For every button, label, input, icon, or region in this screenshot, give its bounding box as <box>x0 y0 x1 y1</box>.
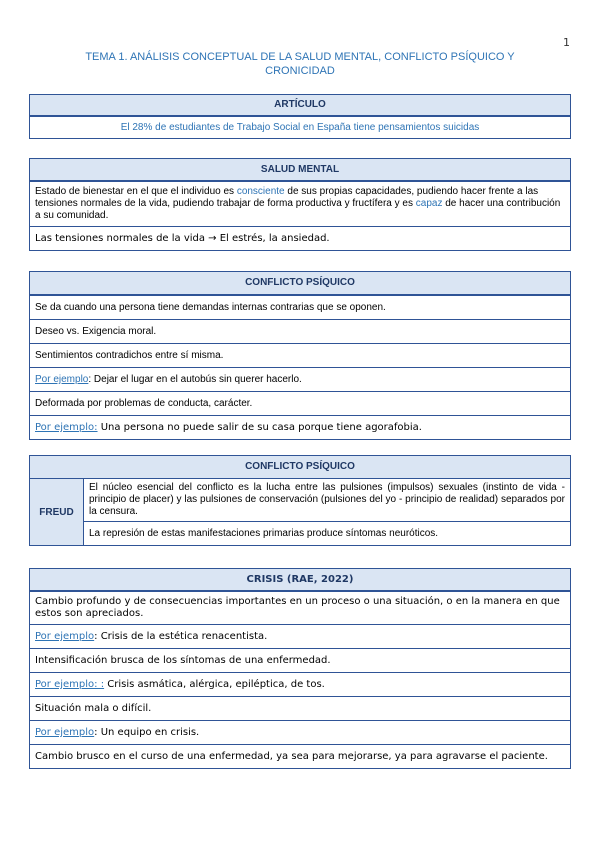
example-link[interactable]: Por ejemplo <box>35 631 95 642</box>
freud-cell: La represión de estas manifestaciones primarias produce síntomas neuróticos. <box>84 521 570 545</box>
def-part1: Estado de bienestar en el que el individuo es <box>35 186 237 197</box>
example-link[interactable]: Por ejemplo <box>35 727 95 738</box>
salud-mental-header: SALUD MENTAL <box>30 159 570 181</box>
crisis-row: Situación mala o difícil. <box>30 696 570 720</box>
articulo-header: ARTÍCULO <box>30 95 570 116</box>
conflicto-freud-box <box>29 455 571 546</box>
def-part2: de sus propias capacidades, pudiendo hacer frente a las tensiones normales de la vida, pudiendo trabajar de forma productiva y fructífera y es <box>35 186 539 209</box>
example-text: Una persona no puede salir de su casa porque tiene agorafobia. <box>97 422 422 433</box>
page-title: TEMA 1. ANÁLISIS CONCEPTUAL DE LA SALUD MENTAL, CONFLICTO PSÍQUICO Y CRONICIDAD <box>85 51 515 77</box>
conflicto-header: CONFLICTO PSÍQUICO <box>30 272 570 295</box>
salud-mental-definition <box>30 181 570 226</box>
example-link[interactable]: Por ejemplo <box>35 374 89 385</box>
salud-mental-box <box>29 158 571 251</box>
salud-mental-note: Las tensiones normales de la vida → El estrés, la ansiedad. <box>30 226 570 250</box>
freud-cells <box>84 479 570 545</box>
crisis-row <box>30 720 570 744</box>
conflicto-row <box>30 415 570 439</box>
crisis-box <box>29 568 571 769</box>
example-text: : Un equipo en crisis. <box>94 727 200 738</box>
page-number: 1 <box>563 36 570 49</box>
example-link[interactable]: Por ejemplo: <box>35 422 98 433</box>
articulo-box <box>29 94 571 139</box>
def-highlight-capaz: capaz <box>415 198 443 209</box>
example-text: Crisis asmática, alérgica, epiléptica, de tos. <box>104 679 325 690</box>
def-highlight-consciente: consciente <box>236 186 285 197</box>
crisis-row: Intensificación brusca de los síntomas de una enfermedad. <box>30 648 570 672</box>
crisis-row <box>30 672 570 696</box>
crisis-row: Cambio brusco en el curso de una enfermedad, ya sea para mejorarse, ya para agravarse el paciente. <box>30 744 570 768</box>
conflicto-row: Sentimientos contradichos entre sí misma. <box>30 343 570 367</box>
crisis-row: Cambio profundo y de consecuencias importantes en un proceso o una situación, o en la manera en que estos son apreciados. <box>30 591 570 624</box>
example-text: : Crisis de la estética renacentista. <box>94 631 268 642</box>
conflicto-row: Deseo vs. Exigencia moral. <box>30 319 570 343</box>
freud-cell: El núcleo esencial del conflicto es la lucha entre las pulsiones (impulsos) sexuales (instinto de vida - principio de placer) y las pulsiones de conservación (pulsiones del yo - principio de realidad) separados por la censura. <box>89 482 565 517</box>
example-text: : Dejar el lugar en el autobús sin querer hacerlo. <box>88 374 302 385</box>
freud-label: FREUD <box>30 479 84 545</box>
conflicto-psiquico-box <box>29 271 571 440</box>
crisis-row <box>30 624 570 648</box>
crisis-header: CRISIS (RAE, 2022) <box>30 569 570 591</box>
def-part3: de hacer una contribución a su comunidad. <box>35 198 561 221</box>
conflicto-row <box>30 367 570 391</box>
conflicto-row: Se da cuando una persona tiene demandas internas contrarias que se oponen. <box>30 295 570 319</box>
example-link[interactable]: Por ejemplo: : <box>35 679 105 690</box>
conflicto-row: Deformada por problemas de conducta, carácter. <box>30 391 570 415</box>
conflicto-freud-header: CONFLICTO PSÍQUICO <box>30 456 570 479</box>
articulo-text: El 28% de estudiantes de Trabajo Social en España tiene pensamientos suicidas <box>30 116 570 138</box>
freud-grid <box>30 479 570 545</box>
